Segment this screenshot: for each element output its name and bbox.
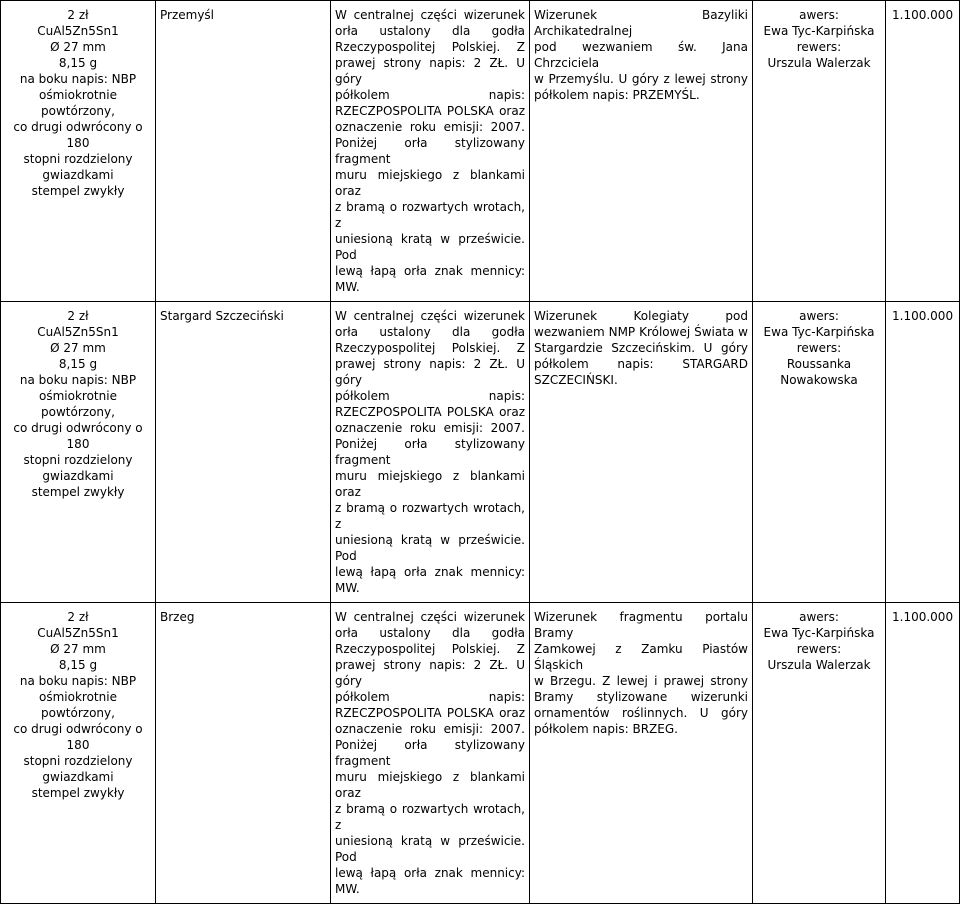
text-line: Wizerunek fragmentu portalu Bramy (534, 610, 748, 640)
text-line: stempel zwykły (31, 786, 125, 800)
text-line: rewers: (796, 341, 842, 355)
text-line: ośmiokrotnie powtórzony, (39, 88, 117, 118)
text-line: prawej strony napis: 2 ZŁ. U góry (335, 357, 525, 387)
text-line: MW. (335, 280, 360, 294)
text-line: orła ustalony dla godła (335, 24, 525, 38)
text-line: Ewa Tyc-Karpińska (763, 626, 875, 640)
text-line: muru miejskiego z blankami oraz (335, 469, 525, 499)
text-line: stopni rozdzielony (23, 754, 133, 768)
text-line: Wizerunek Bazyliki Archikatedralnej (534, 8, 748, 38)
text-line: ornamentów roślinnych. U góry (534, 706, 748, 720)
text-line: stopni rozdzielony (23, 453, 133, 467)
text-line: Zamkowej z Zamku Piastów Śląskich (534, 642, 748, 672)
designers-cell (753, 1, 886, 302)
text-line: 8,15 g (58, 56, 98, 70)
text-line: w Przemyślu. U góry z lewej strony (534, 72, 748, 86)
text-line: na boku napis: NBP (19, 674, 137, 688)
text-line: Roussanka (786, 357, 852, 371)
text-line: RZECZPOSPOLITA POLSKA oraz (335, 405, 525, 419)
text-line: MW. (335, 581, 360, 595)
spec-cell (1, 603, 156, 904)
text-line: muru miejskiego z blankami oraz (335, 168, 525, 198)
table-row (1, 603, 960, 904)
text-line: W centralnej części wizerunek (335, 610, 525, 624)
text-line: Poniżej orła stylizowany fragment (335, 136, 525, 166)
text-line: oznaczenie roku emisji: 2007. (335, 421, 525, 435)
text-line: z bramą o rozwartych wrotach, z (335, 802, 525, 832)
text-line: stempel zwykły (31, 184, 125, 198)
text-line: awers: (799, 309, 839, 323)
text-line: Ewa Tyc-Karpińska (763, 24, 875, 38)
text-line: W centralnej części wizerunek (335, 8, 525, 22)
text-line: ośmiokrotnie powtórzony, (39, 690, 117, 720)
city-cell: Stargard Szczeciński (156, 302, 331, 603)
text-line: z bramą o rozwartych wrotach, z (335, 200, 525, 230)
text-line: 8,15 g (58, 357, 98, 371)
text-line: lewą łapą orła znak mennicy: (335, 866, 525, 880)
reverse-cell (530, 603, 753, 904)
designers-cell (753, 302, 886, 603)
obverse-cell (331, 603, 530, 904)
text-line: Rzeczypospolitej Polskiej. Z (335, 642, 525, 656)
text-line: Poniżej orła stylizowany fragment (335, 738, 525, 768)
text-line: na boku napis: NBP (19, 72, 137, 86)
text-line: 8,15 g (58, 658, 98, 672)
text-line: rewers: (796, 40, 842, 54)
designers-cell (753, 603, 886, 904)
text-line: Ewa Tyc-Karpińska (763, 325, 875, 339)
text-line: gwiazdkami (42, 770, 114, 784)
text-line: uniesioną kratą w prześwicie. Pod (335, 533, 525, 563)
text-line: Rzeczypospolitej Polskiej. Z (335, 341, 525, 355)
text-line: muru miejskiego z blankami oraz (335, 770, 525, 800)
text-line: Bramy stylizowane wizerunki (534, 690, 748, 704)
obverse-cell (331, 1, 530, 302)
text-line: gwiazdkami (42, 168, 114, 182)
text-line: 2 zł (67, 8, 89, 22)
text-line: stempel zwykły (31, 485, 125, 499)
text-line: Urszula Walerzak (767, 56, 871, 70)
text-line: CuAl5Zn5Sn1 (37, 325, 119, 339)
city-cell: Brzeg (156, 603, 331, 904)
text-line: uniesioną kratą w prześwicie. Pod (335, 834, 525, 864)
text-line: Ø 27 mm (50, 341, 106, 355)
text-line: Nowakowska (780, 373, 858, 387)
text-line: Poniżej orła stylizowany fragment (335, 437, 525, 467)
text-line: półkolem napis: PRZEMYŚL. (534, 88, 700, 102)
text-line: gwiazdkami (42, 469, 114, 483)
mintage-cell: 1.100.000 (886, 302, 960, 603)
text-line: co drugi odwrócony o 180 (13, 120, 143, 150)
table-row (1, 302, 960, 603)
text-line: lewą łapą orła znak mennicy: (335, 565, 525, 579)
text-line: 2 zł (67, 610, 89, 624)
text-line: MW. (335, 882, 360, 896)
text-line: awers: (799, 610, 839, 624)
text-line: CuAl5Zn5Sn1 (37, 626, 119, 640)
reverse-cell (530, 1, 753, 302)
text-line: rewers: (796, 642, 842, 656)
text-line: pod wezwaniem św. Jana Chrzciciela (534, 40, 748, 70)
text-line: na boku napis: NBP (19, 373, 137, 387)
text-line: 2 zł (67, 309, 89, 323)
text-line: prawej strony napis: 2 ZŁ. U góry (335, 658, 525, 688)
text-line: Ø 27 mm (50, 642, 106, 656)
text-line: orła ustalony dla godła (335, 325, 525, 339)
table-row (1, 1, 960, 302)
mintage-cell: 1.100.000 (886, 603, 960, 904)
text-line: z bramą o rozwartych wrotach, z (335, 501, 525, 531)
text-line: RZECZPOSPOLITA POLSKA oraz (335, 104, 525, 118)
text-line: orła ustalony dla godła (335, 626, 525, 640)
text-line: półkolem napis: STARGARD (534, 357, 748, 371)
text-line: awers: (799, 8, 839, 22)
text-line: Ø 27 mm (50, 40, 106, 54)
text-line: w Brzegu. Z lewej i prawej strony (534, 674, 748, 688)
text-line: prawej strony napis: 2 ZŁ. U góry (335, 56, 525, 86)
text-line: półkolem napis: (335, 690, 525, 704)
text-line: W centralnej części wizerunek (335, 309, 525, 323)
text-line: półkolem napis: (335, 88, 525, 102)
obverse-cell (331, 302, 530, 603)
text-line: CuAl5Zn5Sn1 (37, 24, 119, 38)
text-line: ośmiokrotnie powtórzony, (39, 389, 117, 419)
text-line: półkolem napis: BRZEG. (534, 722, 678, 736)
city-cell: Przemyśl (156, 1, 331, 302)
text-line: lewą łapą orła znak mennicy: (335, 264, 525, 278)
text-line: Wizerunek Kolegiaty pod (534, 309, 748, 323)
text-line: oznaczenie roku emisji: 2007. (335, 120, 525, 134)
text-line: wezwaniem NMP Królowej Świata w (534, 325, 748, 339)
text-line: oznaczenie roku emisji: 2007. (335, 722, 525, 736)
text-line: półkolem napis: (335, 389, 525, 403)
reverse-cell (530, 302, 753, 603)
text-line: uniesioną kratą w prześwicie. Pod (335, 232, 525, 262)
text-line: co drugi odwrócony o 180 (13, 722, 143, 752)
text-line: co drugi odwrócony o 180 (13, 421, 143, 451)
text-line: SZCZECIŃSKI. (534, 373, 618, 387)
text-line: Stargardzie Szczecińskim. U góry (534, 341, 748, 355)
mintage-cell: 1.100.000 (886, 1, 960, 302)
coin-table-body (1, 1, 960, 904)
spec-cell (1, 1, 156, 302)
spec-cell (1, 302, 156, 603)
text-line: Urszula Walerzak (767, 658, 871, 672)
text-line: Rzeczypospolitej Polskiej. Z (335, 40, 525, 54)
text-line: stopni rozdzielony (23, 152, 133, 166)
text-line: RZECZPOSPOLITA POLSKA oraz (335, 706, 525, 720)
